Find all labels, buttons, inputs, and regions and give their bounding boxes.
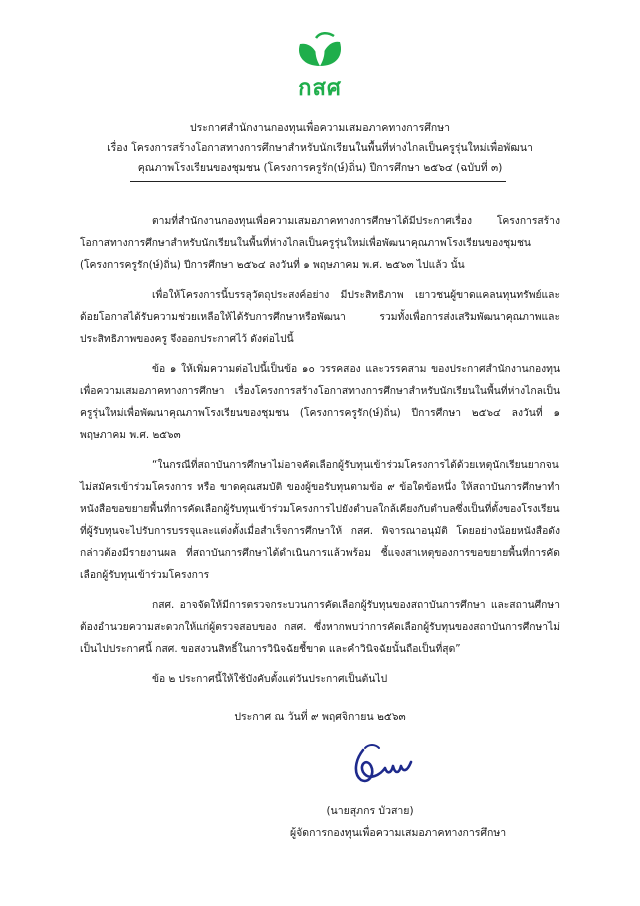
signer-name: (นายสุภกร บัวสาย) [326,805,414,817]
paragraph-3: ข้อ ๑ ให้เพิ่มความต่อไปนี้เป็นข้อ ๑๐ วรรคสอง และวรรคสาม ของประกาศสำนักงานกองทุนเพื่อความเสมอภาคทางการศึกษา เรื่องโครงการสร้างโอกาสทางการศึกษาสำหรับนักเรียนในพื้นที่ห่างไกลเป็นครูรุ่นใหม่เพื่อพัฒนาคุณภาพโรงเรียนของชุมชน (โครงการครูรัก(ษ์)ถิ่น) ปีการศึกษา ๒๕๖๔ ลงวันที่ ๑ พฤษภาคม พ.ศ. ๒๕๖๓ [80,363,560,441]
paragraph-4: “ในกรณีที่สถาบันการศึกษาไม่อาจคัดเลือกผู้รับทุนเข้าร่วมโครงการได้ด้วยเหตุนักเรียนยากจนไม่สมัครเข้าร่วมโครงการ หรือ ขาดคุณสมบัติ ของผู้ขอรับทุนตามข้อ ๙ ข้อใดข้อหนึ่ง ให้สถาบันการศึกษาทำหนังสือขอขยายพื้นที่การคัดเลือกผู้รับทุนเข้าร่วมโครงการไปยังตำบลใกล้เคียงกับตำบลซึ่งเป็นที่ตั้งของโรงเรียนที่ผู้รับทุนจะไปรับการบรรจุและแต่งตั้งเมื่อสำเร็จการศึกษาให้ กสศ. พิจารณาอนุมัติ โดยอย่างน้อยหนังสือดังกล่าวต้องมีรายงานผล ที่สถาบันการศึกษาได้ดำเนินการแล้วพร้อม ชี้แจงสาเหตุของการขอขยายพื้นที่การคัดเลือกผู้รับทุนเข้าร่วมโครงการ [80,459,560,581]
header-line-3: คุณภาพโรงเรียนของชุมชน (โครงการครูรัก(ษ์)ถิ่น) ปีการศึกษา ๒๕๖๔ (ฉบับที่ ๓) [137,162,503,174]
signature-icon [345,740,425,790]
signer-title: ผู้จัดการกองทุนเพื่อความเสมอภาคทางการศึกษา [290,827,507,839]
header-line-1: ประกาศสำนักงานกองทุนเพื่อความเสมอภาคทางการศึกษา [189,122,451,134]
paragraph-2: เพื่อให้โครงการนี้บรรลุวัตถุประสงค์อย่าง มีประสิทธิภาพ เยาวชนผู้ขาดแคลนทุนทรัพย์และด้อยโอกาสได้รับความช่วยเหลือให้ได้รับการศึกษาหรือพัฒนา รวมทั้งเพื่อการส่งเสริมพัฒนาคุณภาพและประสิทธิภาพของครู จึงออกประกาศไว้ ดังต่อไปนี้ [80,289,560,345]
announcement-date: ประกาศ ณ วันที่ ๙ พฤศจิกายน ๒๕๖๓ [234,711,406,723]
paragraph-5: กสศ. อาจจัดให้มีการตรวจกระบวนการคัดเลือกผู้รับทุนของสถาบันการศึกษา และสถานศึกษาต้องอำนวยความสะดวกให้แก่ผู้ตรวจสอบของ กสศ. ซึ่งหากพบว่าการคัดเลือกผู้รับทุนของสถาบันการศึกษาไม่เป็นไปประกาศนี้ กสศ. ขอสงวนสิทธิ์ในการวินิจฉัยชี้ขาด และคำวินิจฉัยนั้นถือเป็นที่สุด” [80,599,560,655]
signer-block [290,800,507,844]
leaf-logo-icon [290,30,350,70]
announcement-header [60,118,580,178]
paragraph-6: ข้อ ๒ ประกาศนี้ให้ใช้บังคับตั้งแต่วันประกาศเป็นต้นไป [152,673,388,685]
signature-image [345,740,425,794]
logo-text: กสศ [298,76,342,101]
organization-logo [280,30,360,100]
header-line-2: เรื่อง โครงการสร้างโอกาสทางการศึกษาสำหรับนักเรียนในพื้นที่ห่างไกลเป็นครูรุ่นใหม่เพื่อพัฒนา [107,142,533,154]
header-divider [130,181,506,182]
announcement-body [80,210,560,698]
paragraph-1: ตามที่สำนักงานกองทุนเพื่อความเสมอภาคทางการศึกษาได้มีประกาศเรื่อง โครงการสร้างโอกาสทางการศึกษาสำหรับนักเรียนในพื้นที่ห่างไกลเป็นครูรุ่นใหม่เพื่อพัฒนาคุณภาพโรงเรียนของชุมชน (โครงการครูรัก(ษ์)ถิ่น) ปีการศึกษา ๒๕๖๔ ลงวันที่ ๑ พฤษภาคม พ.ศ. ๒๕๖๓ ไปแล้ว นั้น [80,215,560,271]
